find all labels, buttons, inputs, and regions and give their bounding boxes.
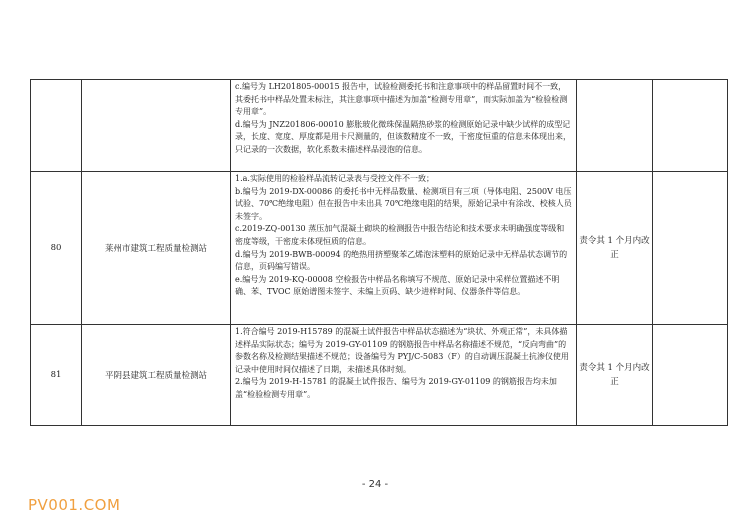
unit-name-cell: 莱州市建筑工程质量检测站 <box>82 172 231 325</box>
issue-item: b.编号为 2019-DX-00086 的委托书中无样品数量、检测项目有三项（导体电阻、2500V 电压试验、70℃绝缘电阻）但在报告中未出具 70℃绝缘电阻的结果，原始记录中有涂改、校核人员未签字。 <box>235 186 572 221</box>
action-cell: 责令其 1 个月内改正 <box>577 172 653 325</box>
issue-item: e.编号为 2019-KQ-00008 空检报告中样品名称填写不规范、原始记录中采样位置描述不明确、苯、TVOC 原始谱图未签字、未编上页码、缺少进样时间、仪器条件等信息。 <box>235 274 560 297</box>
action-cell <box>577 80 653 172</box>
row-number-cell: 81 <box>31 325 82 426</box>
issue-item: 2.编号为 2019-H-15781 的混凝土试件报告、编号为 2019-GY-01109 的钢筋报告均未加盖“检验检测专用章”。 <box>235 377 557 399</box>
issue-item: d.编号为 JNZ201806-00010 膨胀玻化微珠保温隔热砂浆的检测原始记录中缺少试样的成型记录，长度、宽度、厚度都是用卡尺测量的，但该数精度不一致，干密度恒重的信息未体现出来，只记录的一次数据，软化系数未描述样品浸泡的信息。 <box>235 119 571 154</box>
inspection-table <box>30 79 728 426</box>
row-number-cell <box>31 80 82 172</box>
page-number: - 24 - <box>361 479 389 490</box>
unit-name-cell: 平阴县建筑工程质量检测站 <box>82 325 231 426</box>
issue-item: c.编号为 LH201805-00015 报告中，试验检测委托书和注意事项中的样品留置时间不一致，其委托书中样品处置未标注，其注意事项中描述为加盖“检测专用章”，而实际加盖为“检验检测专用章”。 <box>235 82 568 117</box>
table-row <box>31 325 728 426</box>
remark-cell <box>653 172 728 325</box>
table-row <box>31 172 728 325</box>
remark-cell <box>653 80 728 172</box>
table-row <box>31 80 728 172</box>
issue-item: c.2019-ZQ-00130 蒸压加气混凝土砌块的检测报告中报告结论和技术要求未明确强度等级和密度等级，干密度未体现恒质的信息。 <box>235 224 565 246</box>
site-watermark: PV001.COM <box>28 496 121 514</box>
issues-cell <box>231 325 577 426</box>
action-cell: 责令其 1 个月内改正 <box>577 325 653 426</box>
issues-cell <box>231 80 577 172</box>
row-number-cell: 80 <box>31 172 82 325</box>
unit-name-cell <box>82 80 231 172</box>
issue-item: 1.a.实际使用的检验样品流转记录表与受控文件不一致； <box>235 174 434 183</box>
remark-cell <box>653 325 728 426</box>
issue-item: d.编号为 2019-BWB-00094 的绝热用挤塑聚苯乙烯泡沫塑料的原始记录中无样品状态调节的信息，页码编写错误。 <box>235 249 568 272</box>
issue-item: 1.符合编号 2019-H15789 的混凝土试件报告中样品状态描述为“块状、外观正常”，未具体描述样品实际状态；编号为 2019-GY-01109 的钢筋报告中样品名称描述不规范，“反向弯曲”的参数名称及检测结果描述不规范；设备编号为 PYJ/C-5083（F）的自动调压混凝土抗渗仪使用记录中使用时间仅描述了日期，未描述具体时刻。 <box>235 327 569 374</box>
issues-cell <box>231 172 577 325</box>
